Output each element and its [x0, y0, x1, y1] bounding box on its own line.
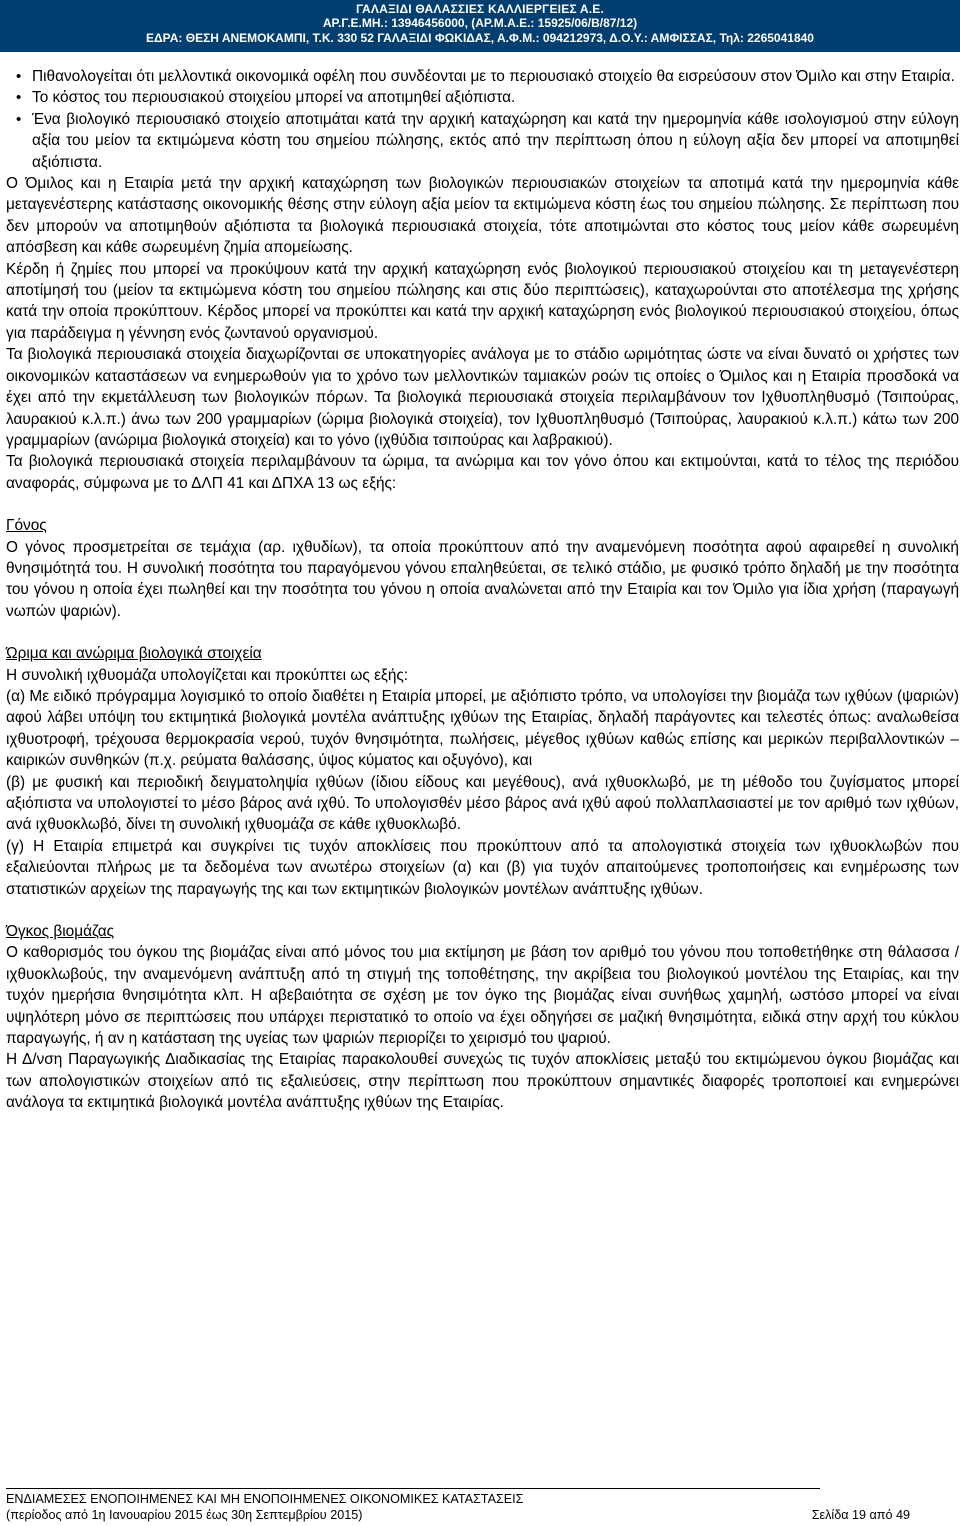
document-body	[6, 66, 959, 1114]
paragraph: (β) με φυσική και περιοδική δειγματοληψία ιχθύων (ίδιου είδους και μεγέθους), ανά ιχθυοκλωβό, με τη μέθοδο του ζυγίσματος μπορεί αξιόπιστα να υπολογιστεί το μέσο βάρος ανά ιχθύ. Το υπολογισθέν μέσο βάρος ανά ιχθύ αφού πολλαπλασιαστεί με τον αριθμό των ιχθύων, ανά ιχθυοκλωβό, δίνει τη συνολική ιχθυομάζα σε κάθε ιχθυοκλωβό.	[6, 773, 959, 834]
paragraph: Ο καθορισμός του όγκου της βιομάζας είναι από μόνος του μια εκτίμηση με βάση τον αριθμό του γόνου που τοποθετήθηκε στη θάλασσα / ιχθυοκλωβούς, την αναμενόμενη ανάπτυξη από τη στιγμή της τοποθέτησης, την ακρίβεια του βιολογικού μοντέλου της Εταιρίας, και την τυχόν ημερήσια θνησιμότητα κλπ. Η αβεβαιότητα σε σχέση με τον όγκο της βιομάζας είναι συνήθως χαμηλή, ωστόσο μπορεί να είναι υψηλότερη μόνο σε περιπτώσεις που υπάρχει περιστατικό το οποίο να έχει οδηγήσει σε μαζική θνησιμότητα, ειδικά στην αρχή του κύκλου παραγωγής, ή αν η κατάσταση της υγείας των ψαριών περιορίζει το χειρισμό του ψαριού.	[6, 944, 959, 1048]
paragraph: (γ) Η Εταιρία επιμετρά και συγκρίνει τις τυχόν αποκλίσεις που προκύπτουν από τα απολογιστικά στοιχεία των ιχθυοκλωβών που εξαλιεύονται πλήρως με τα δεδομένα των ανωτέρω στοιχείων (α) και (β) για τυχόν απαιτούμενες τροποποιήσεις και ενημέρωσης των στατιστικών αρχείων της παραγωγής της και των εκτιμητικών βιολογικών μοντέλων ανάπτυξης ιχθύων.	[6, 837, 959, 898]
list-item: • Το κόστος του περιουσιακού στοιχείου μπορεί να αποτιμηθεί αξιόπιστα.	[6, 87, 959, 108]
page-number: Σελίδα 19 από 49	[811, 1508, 910, 1522]
list-item: • Πιθανολογείται ότι μελλοντικά οικονομικά οφέλη που συνδέονται με το περιουσιακό στοιχείο θα εισρεύσουν στον Όμιλο και στην Εταιρία.	[6, 66, 959, 87]
section-heading-biomass-volume: Όγκος βιομάζας	[6, 923, 115, 941]
letterhead	[0, 0, 960, 52]
paragraph: Η Δ/νση Παραγωγικής Διαδικασίας της Εταιρίας παρακολουθεί συνεχώς τις τυχόν αποκλίσεις μεταξύ του εκτιμώμενου όγκου βιομάζας και των απολογιστικών στοιχείων από τις εξαλιεύσεις, στην περίπτωση που προκύπτουν σημαντικές διαφορές τροποποιεί και ενημερώνει ανάλογα τα εκτιμητικά βιολογικά μοντέλα ανάπτυξης ιχθύων της Εταιρίας.	[6, 1051, 959, 1112]
list-item: • Ένα βιολογικό περιουσιακό στοιχείο αποτιμάται κατά την αρχική καταχώρηση και κατά την ημερομηνία κάθε ισολογισμού στην εύλογη αξία του μείον τα εκτιμώμενα κόστη του σημείου πώλησης, εκτός από την περίπτωση όπου η εύλογη αξία δεν μπορεί να αποτιμηθεί αξιόπιστα.	[6, 109, 959, 173]
footer-title: ΕΝΔΙΑΜΕΣΕΣ ΕΝΟΠΟΙΗΜΕΝΕΣ ΚΑΙ ΜΗ ΕΝΟΠΟΙΗΜΕΝΕΣ ΟΙΚΟΝΟΜΙΚΕΣ ΚΑΤΑΣΤΑΣΕΙΣ	[6, 1492, 524, 1506]
footer-period: (περίοδος από 1η Ιανουαρίου 2015 έως 30η Σεπτεμβρίου 2015)	[6, 1508, 363, 1522]
paragraph: Τα βιολογικά περιουσιακά στοιχεία περιλαμβάνουν τα ώριμα, τα ανώριμα και τον γόνο όπου και εκτιμούνται, κατά το τέλος της περιόδου αναφοράς, σύμφωνα με το ΔΛΠ 41 και ΔΠΧΑ 13 ως εξής:	[6, 453, 959, 492]
recognition-criteria-list	[6, 66, 959, 173]
paragraph: Τα βιολογικά περιουσιακά στοιχεία διαχωρίζονται σε υποκατηγορίες ανάλογα με το στάδιο ωριμότητας ώστε να είναι δυνατό οι χρήστες των οικονομικών καταστάσεων να ενημερωθούν για το χρόνο των μελλοντικών ταμιακών ροών τις οποίες ο Όμιλος και η Εταιρία προσδοκά να έχει από την εκμετάλλευση των βιολογικών πόρων. Τα βιολογικά περιουσιακά στοιχεία περιλαμβάνουν τον Ιχθυοπληθυσμό (Τσιπούρας, λαυρακιού κ.λ.π.) άνω των 200 γραμμαρίων (ώριμα βιολογικά στοιχεία), τον Ιχθυοπληθυσμό (Τσιπούρας, λαυρακιού κ.λ.π.) κάτω των 200 γραμμαρίων (ανώριμα βιολογικά στοιχεία) και το γόνο (ιχθύδια τσιπούρας και λαβρακιού).	[6, 346, 959, 449]
company-address: ΕΔΡΑ: ΘΕΣΗ ΑΝΕΜΟΚΑΜΠΙ, Τ.Κ. 330 52 ΓΑΛΑΞΙΔΙ ΦΩΚΙΔΑΣ, Α.Φ.Μ.: 094212973, Δ.Ο.Υ.: ΑΜΦΙΣΣΑΣ, Τηλ: 2265041840	[146, 31, 814, 45]
section-heading-fry: Γόνος	[6, 517, 47, 535]
paragraph: Κέρδη ή ζημίες που μπορεί να προκύψουν κατά την αρχική καταχώρηση ενός βιολογικού περιουσιακού στοιχείου και τη μεταγενέστερη αποτίμησή του (μείον τα εκτιμώμενα κόστη του σημείου πώλησης και στις δύο περιπτώσεις), καταχωρούνται στο αποτέλεσμα της χρήσης κατά την οποία προκύπτουν. Κέρδος μπορεί να προκύπτει και κατά την αρχική καταχώρηση ενός βιολογικού περιουσιακού στοιχείου, όπως για παράδειγμα η γέννηση ενός ζωντανού οργανισμού.	[6, 260, 959, 342]
section-heading-mature-immature: Ώριμα και ανώριμα βιολογικά στοιχεία	[6, 645, 262, 663]
registry-numbers: ΑΡ.Γ.Ε.ΜΗ.: 13946456000, (ΑΡ.Μ.Α.Ε.: 15925/06/Β/87/12)	[322, 16, 638, 30]
footer-divider	[6, 1488, 820, 1489]
paragraph: Η συνολική ιχθυομάζα υπολογίζεται και προκύπτει ως εξής:	[6, 666, 409, 684]
page-footer	[6, 1488, 956, 1523]
paragraph: Ο γόνος προσμετρείται σε τεμάχια (αρ. ιχθυδίων), τα οποία προκύπτουν από την αναμενόμενη ποσότητα αφού αφαιρεθεί η συνολική θνησιμότητά του. Η συνολική ποσότητα του παραγόμενου γόνου επαληθεύεται, σε τελικό στάδιο, με φυσικό τρόπο δηλαδή με την ποσότητα του γόνου η οποία έχει πωληθεί και την ποσότητα του γόνου η οποία αναλώνεται από την Εταιρία και τον Όμιλο για ίδια χρήση (παραγωγή νωπών ψαριών).	[6, 538, 959, 620]
paragraph: Ο Όμιλος και η Εταιρία μετά την αρχική καταχώρηση των βιολογικών περιουσιακών στοιχείων τα αποτιμά κατά την ημερομηνία κάθε μεταγενέστερης κατάστασης οικονομικής θέσης στην εύλογη αξία μείον τα εκτιμώμενα κόστη έως του σημείου πώλησης. Σε περίπτωση που δεν μπορούν να αποτιμηθούν αξιόπιστα τα βιολογικά περιουσιακά στοιχεία, τότε αποτιμώνται στο κόστος τους μείον κάθε σωρευμένη απόσβεση και κάθε σωρευμένη ζημία απομείωσης.	[6, 175, 959, 257]
paragraph: (α) Με ειδικό πρόγραμμα λογισμικό το οποίο διαθέτει η Εταιρία μπορεί, με αξιόπιστο τρόπο, να υπολογίσει την βιομάζα των ιχθύων (ψαριών) αφού λάβει υπόψη του εκτιμητικά βιολογικά μοντέλα ανάπτυξης ιχθύων της Εταιρίας, δηλαδή παράγοντες και τελεστές όπως: αναλωθείσα ιχθυοτροφή, τρέχουσα θερμοκρασία νερού, τυχόν θνησιμότητα, πωλήσεις, μέγεθος ιχθύων καθώς επίσης και μερικών περιβαλλοντικών – καιρικών συνθηκών (π.χ. ρεύματα θαλάσσης, ύψος κύματος και οξυγόνο), και	[6, 687, 959, 770]
company-name: ΓΑΛΑΞΙΔΙ ΘΑΛΑΣΣΙΕΣ ΚΑΛΛΙΕΡΓΕΙΕΣ Α.Ε.	[355, 2, 605, 16]
